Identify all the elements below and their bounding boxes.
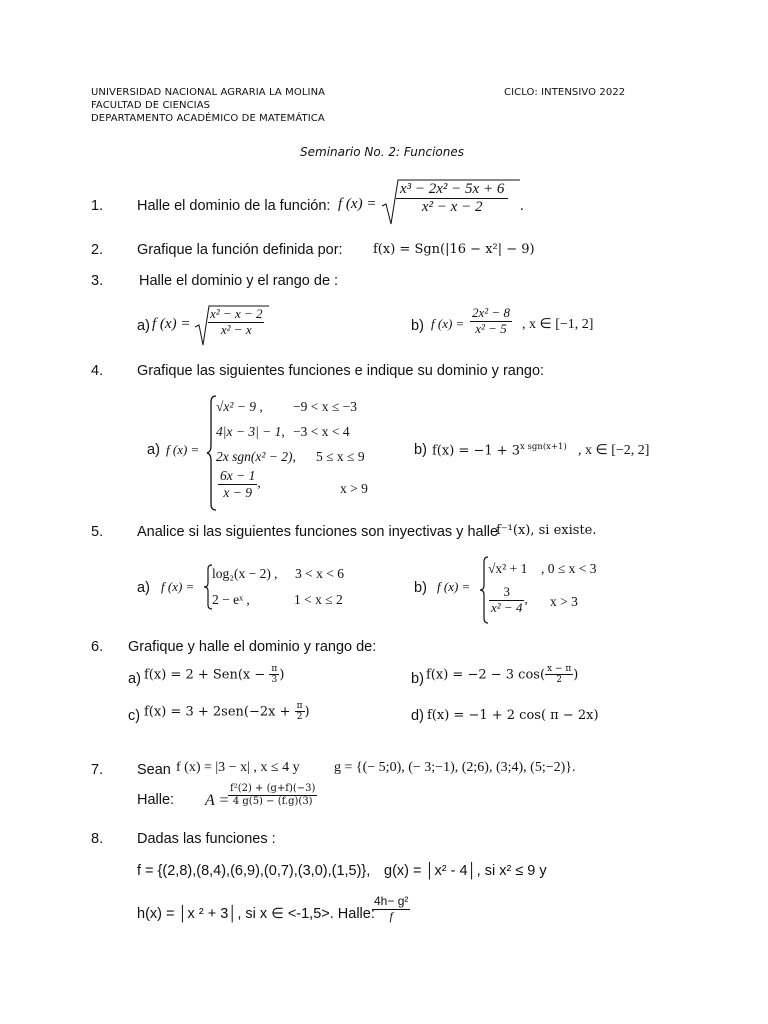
problem-6b-formula: f(x) = −2 − 3 cos( $\frac{x - \pi}{2}$ ) — [426, 664, 579, 686]
problem-6-number: 6. — [91, 639, 104, 655]
problem-5b-lhs: f (x) = — [437, 579, 471, 594]
problem-5a-case-2: 2 − eˣ , — [212, 592, 250, 607]
problem-5a-label: a) — [137, 580, 150, 596]
problem-3b-lhs: f (x) = — [431, 316, 465, 331]
problem-3a-fraction: $\frac{\text{x² − x − 2}}{\text{x² − x}}$ — [210, 306, 263, 337]
problem-3b-label: b) — [411, 318, 424, 334]
problem-4b-domain: , x ∈ [−2, 2] — [578, 443, 650, 458]
problem-7-halle: Halle: — [137, 792, 175, 808]
problem-3-number: 3. — [91, 273, 104, 289]
problem-6c-formula: f(x) = 3 + 2sen(−2x + $\frac{\pi}{2}$ ) — [144, 701, 310, 723]
problem-5b-cond-1: , 0 ≤ x < 3 — [541, 561, 597, 576]
problem-2-text: Grafique la función definida por: — [137, 242, 343, 258]
problem-7-A-lhs: A = — [205, 792, 230, 809]
problem-3a-lhs: f (x) = — [152, 316, 191, 332]
problem-4a-case-3: 2x sgn(x² − 2), — [216, 449, 296, 464]
problem-4a-lhs: f (x) = — [166, 442, 200, 457]
problem-8-text: Dadas las funciones : — [137, 831, 276, 847]
problem-4a-cond-2: −3 < x < 4 — [293, 424, 350, 439]
problem-7-text: Sean — [137, 762, 171, 778]
problem-7-g-definition: g = {(− 5;0), (− 3;−1), (2;6), (3;4), (5;−2)}. — [334, 760, 576, 775]
problem-7-A-fraction: $\frac{\text{f²(2) + (g+f)(−3)}}{4 g(5) - (f.g)(3)}$ — [230, 783, 316, 807]
problem-5b-case-1: √x² + 1 — [488, 561, 528, 576]
faculty-name: FACULTAD DE CIENCIAS — [91, 100, 211, 111]
problem-7-f-definition: f (x) = |3 − x| , x ≤ 4 y — [176, 760, 300, 775]
problem-6d-label: d) — [411, 708, 424, 724]
department-name: DEPARTAMENTO ACADÉMICO DE MATEMÁTICA — [91, 113, 325, 124]
problem-5-number: 5. — [91, 524, 104, 540]
problem-4-text: Grafique las siguientes funciones e indique su dominio y rango: — [137, 363, 545, 379]
problem-4a-cond-3: 5 ≤ x ≤ 9 — [316, 449, 365, 464]
problem-5a-lhs: f (x) = — [161, 579, 195, 594]
problem-4a-case-4: $\frac{6x - 1}{x - 9}$ , — [220, 468, 261, 500]
problem-8-answer-fraction: $\frac{\text{4h− g²}}{f}$ — [374, 894, 409, 923]
problem-4b-label: b) — [414, 442, 427, 458]
problem-1-tail: . — [520, 198, 524, 214]
problem-6a-label: a) — [128, 671, 141, 687]
problem-5b-label: b) — [414, 580, 427, 596]
document-title: Seminario No. 2: Funciones — [300, 145, 464, 159]
problem-5a-cond-1: 3 < x < 6 — [295, 566, 344, 581]
problem-4a-case-1: √x² − 9 , — [216, 399, 263, 414]
problem-8-h-definition: h(x) = │x ² + 3│, si x ∈ <-1,5>. Halle: — [137, 906, 375, 922]
problem-2-number: 2. — [91, 242, 104, 258]
problem-8-number: 8. — [91, 831, 104, 847]
problem-3-text: Halle el dominio y el rango de : — [139, 273, 339, 289]
problem-5a-cond-2: 1 < x ≤ 2 — [294, 592, 343, 607]
university-name: UNIVERSIDAD NACIONAL AGRARIA LA MOLINA — [91, 87, 326, 98]
cycle-label: CICLO: INTENSIVO 2022 — [504, 87, 626, 98]
problem-3a-label: a) — [137, 318, 150, 334]
problem-4b-formula: $f(x) = -1 + 3^{x sgn(x+1)}$ — [432, 442, 567, 459]
problem-5-text: Analice si las siguientes funciones son inyectivas y halle — [137, 524, 499, 540]
problem-1-lhs: f (x) = — [338, 196, 377, 212]
problem-2-formula: f(x) = Sgn(|16 − x²| − 9) — [373, 242, 535, 257]
problem-1-fraction: $\frac{\text{x³ − 2x² − 5x + 6}}{\text{x² − x − 2}}$ — [396, 181, 508, 217]
problem-6d-formula: f(x) = −1 + 2 cos( π − 2x) — [427, 708, 599, 723]
problem-4a-case-2: 4|x − 3| − 1, — [216, 424, 285, 439]
problem-6c-label: c) — [128, 708, 141, 724]
problem-6b-label: b) — [411, 671, 424, 687]
problem-6a-formula: f(x) = 2 + Sen(x − $\frac{\pi}{3}$ ) — [144, 664, 285, 686]
problem-5b-cond-2: x > 3 — [550, 594, 578, 609]
problem-1-number: 1. — [91, 198, 104, 214]
problem-4a-cond-1: −9 < x ≤ −3 — [293, 399, 357, 414]
problem-4-number: 4. — [91, 363, 104, 379]
problem-3b-domain: , x ∈ [−1, 2] — [522, 317, 594, 332]
problem-7-number: 7. — [91, 762, 104, 778]
problem-8-f-set: f = {(2,8),(8,4),(6,9),(0,7),(3,0),(1,5)}, — [137, 863, 371, 879]
problem-8-g-definition: g(x) = │x² - 4│, si x² ≤ 9 y — [384, 863, 547, 879]
problem-1-text: Halle el dominio de la función: — [137, 198, 331, 214]
problem-4a-cond-4: x > 9 — [340, 481, 368, 496]
problem-6-text: Grafique y halle el dominio y rango de: — [128, 639, 377, 655]
problem-5-inverse: f⁻¹(x), si existe. — [496, 523, 597, 538]
problem-3b-fraction: $\frac{\text{2x² − 8}}{\text{x² − 5}}$ — [472, 305, 510, 336]
problem-5a-case-1: log₂(x − 2) , — [212, 566, 278, 581]
problem-4a-label: a) — [147, 442, 160, 458]
problem-5b-case-2: $\frac{3}{\text{x² − 4}}$ , — [491, 584, 528, 615]
